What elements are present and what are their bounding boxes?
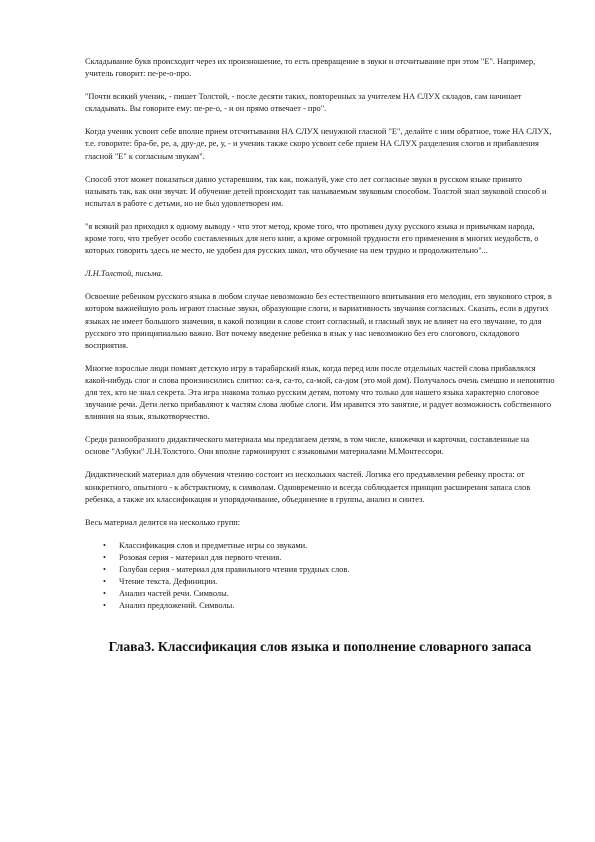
quote-signature: Л.Н.Толстой, письма. (85, 269, 163, 279)
paragraph-10-intro: Весь материал делится на несколько групп: (85, 517, 241, 527)
paragraph-8: Среди разнообразного дидактического материала мы предлагаем детям, в том числе, книжечки и карточки, составленные на основе "Азбуки" Л.Н.Толстого. Они вполне гармонируют с языковыми материалами М.Монтессори. (85, 435, 530, 457)
paragraph-4: Способ этот может показаться давно устаревшим, так как, пожалуй, уже сто лет согласные звуки в русском языке принято называть так, как они звучат. И обучение детей происходит так называемым звуковым способом. Толстой знал звуковой способ и испытал в работе с детьми, но не был удовлетворен им. (85, 174, 547, 208)
document-page (85, 56, 555, 656)
paragraph-2-quote: "Почти всякий ученик, - пишет Толстой, - после десяти таких, повторенных за учителем НА СЛУХ складов, сам начинает складывать. Вы говорите ему: пе-ре-о, - и он прямо отвечает - про". (85, 92, 522, 114)
list-item: • Чтение текста. Дефиниции. (85, 576, 555, 588)
chapter-heading: Глава3. Классификация слов языка и пополнение словарного запаса (108, 639, 532, 655)
material-groups-list (85, 540, 555, 613)
paragraph-3: Когда ученик усвоит себе вполне прием отсчитывания НА СЛУХ ненужной гласной "Е", делайте с ним обратное, тоже НА СЛУХ, т.е. говорите: бра-бе, ре, а, дру-де, ре, у, - и ученик также скоро усвоит себе прием НА СЛУХ разделения слогов и прибавления гласной "Е" к согласным звукам". (85, 127, 552, 161)
list-item: • Голубая серия - материал для правильного чтения трудных слов. (85, 564, 555, 576)
paragraph-9: Дидактический материал для обучения чтению состоит из нескольких частей. Логика его предъявления ребенку проста: от конкретного, опытного - к абстрактному, к символам. Одновременно и всегда соблюдается принцип расширения запаса слов ребенка, а также их классификация и упорядочивание, объединение в группы, анализ и синтез. (85, 470, 531, 504)
list-item: • Розовая серия - материал для первого чтения. (85, 552, 555, 564)
paragraph-6: Освоение ребенком русского языка в любом случае невозможно без естественного впитывания его мелодии, его звукового строя, в котором важнейшую роль играют гласные звуки, образующие слоги, и вариативность звучания согласных. Сказать, если в других языках не имеет большого значения, в какой позиции в слове стоит согласный, и гласный звук не влияет на его звучание, то для русского это принципиально важно. Вот почему введение ребенка в язык у нас невозможно без его слогового, складового восприятия. (85, 292, 552, 350)
paragraph-7: Многие взрослые люди помнят детскую игру в тарабарский язык, когда перед или после отдельных частей слова прибавлялся какой-нибудь слог и слова произносились слитно: са-я, са-то, са-мой, са-дом (это мой дом). Получалось очень смешно и непонятно для тех, кто не знал секрета. Эта игра знакома только русским детям, потому что только для нашего языка характерно слоговое звучание речи. Дети легко прибавляют к частям слова любые слоги. Им нравится это занятие, и радует возможность собственного влияния на язык, языкотворчество. (85, 363, 555, 422)
list-item: • Анализ предложений. Символы. (85, 600, 555, 612)
paragraph-5-quote: "я всякий раз приходил к одному выводу - что этот метод, кроме того, что противен духу русского языка и привычкам народа, кроме того, что требует особо составленных для него книг, а кроме огромной трудности его применения в многих неудобств, о которых говорить здесь не место, не удобен для русских школ, что обучение на нем трудно и продолжительно"... (85, 221, 539, 256)
list-item: • Анализ частей речи. Символы. (85, 588, 555, 600)
list-item: • Классификация слов и предметные игры со звуками. (85, 540, 555, 552)
paragraph-1: Складывание букв происходит через их произношение, то есть превращение в звуки и отсчитывание при этом "Е". Например, учитель говорит: пе-ре-о-про. (85, 57, 536, 79)
